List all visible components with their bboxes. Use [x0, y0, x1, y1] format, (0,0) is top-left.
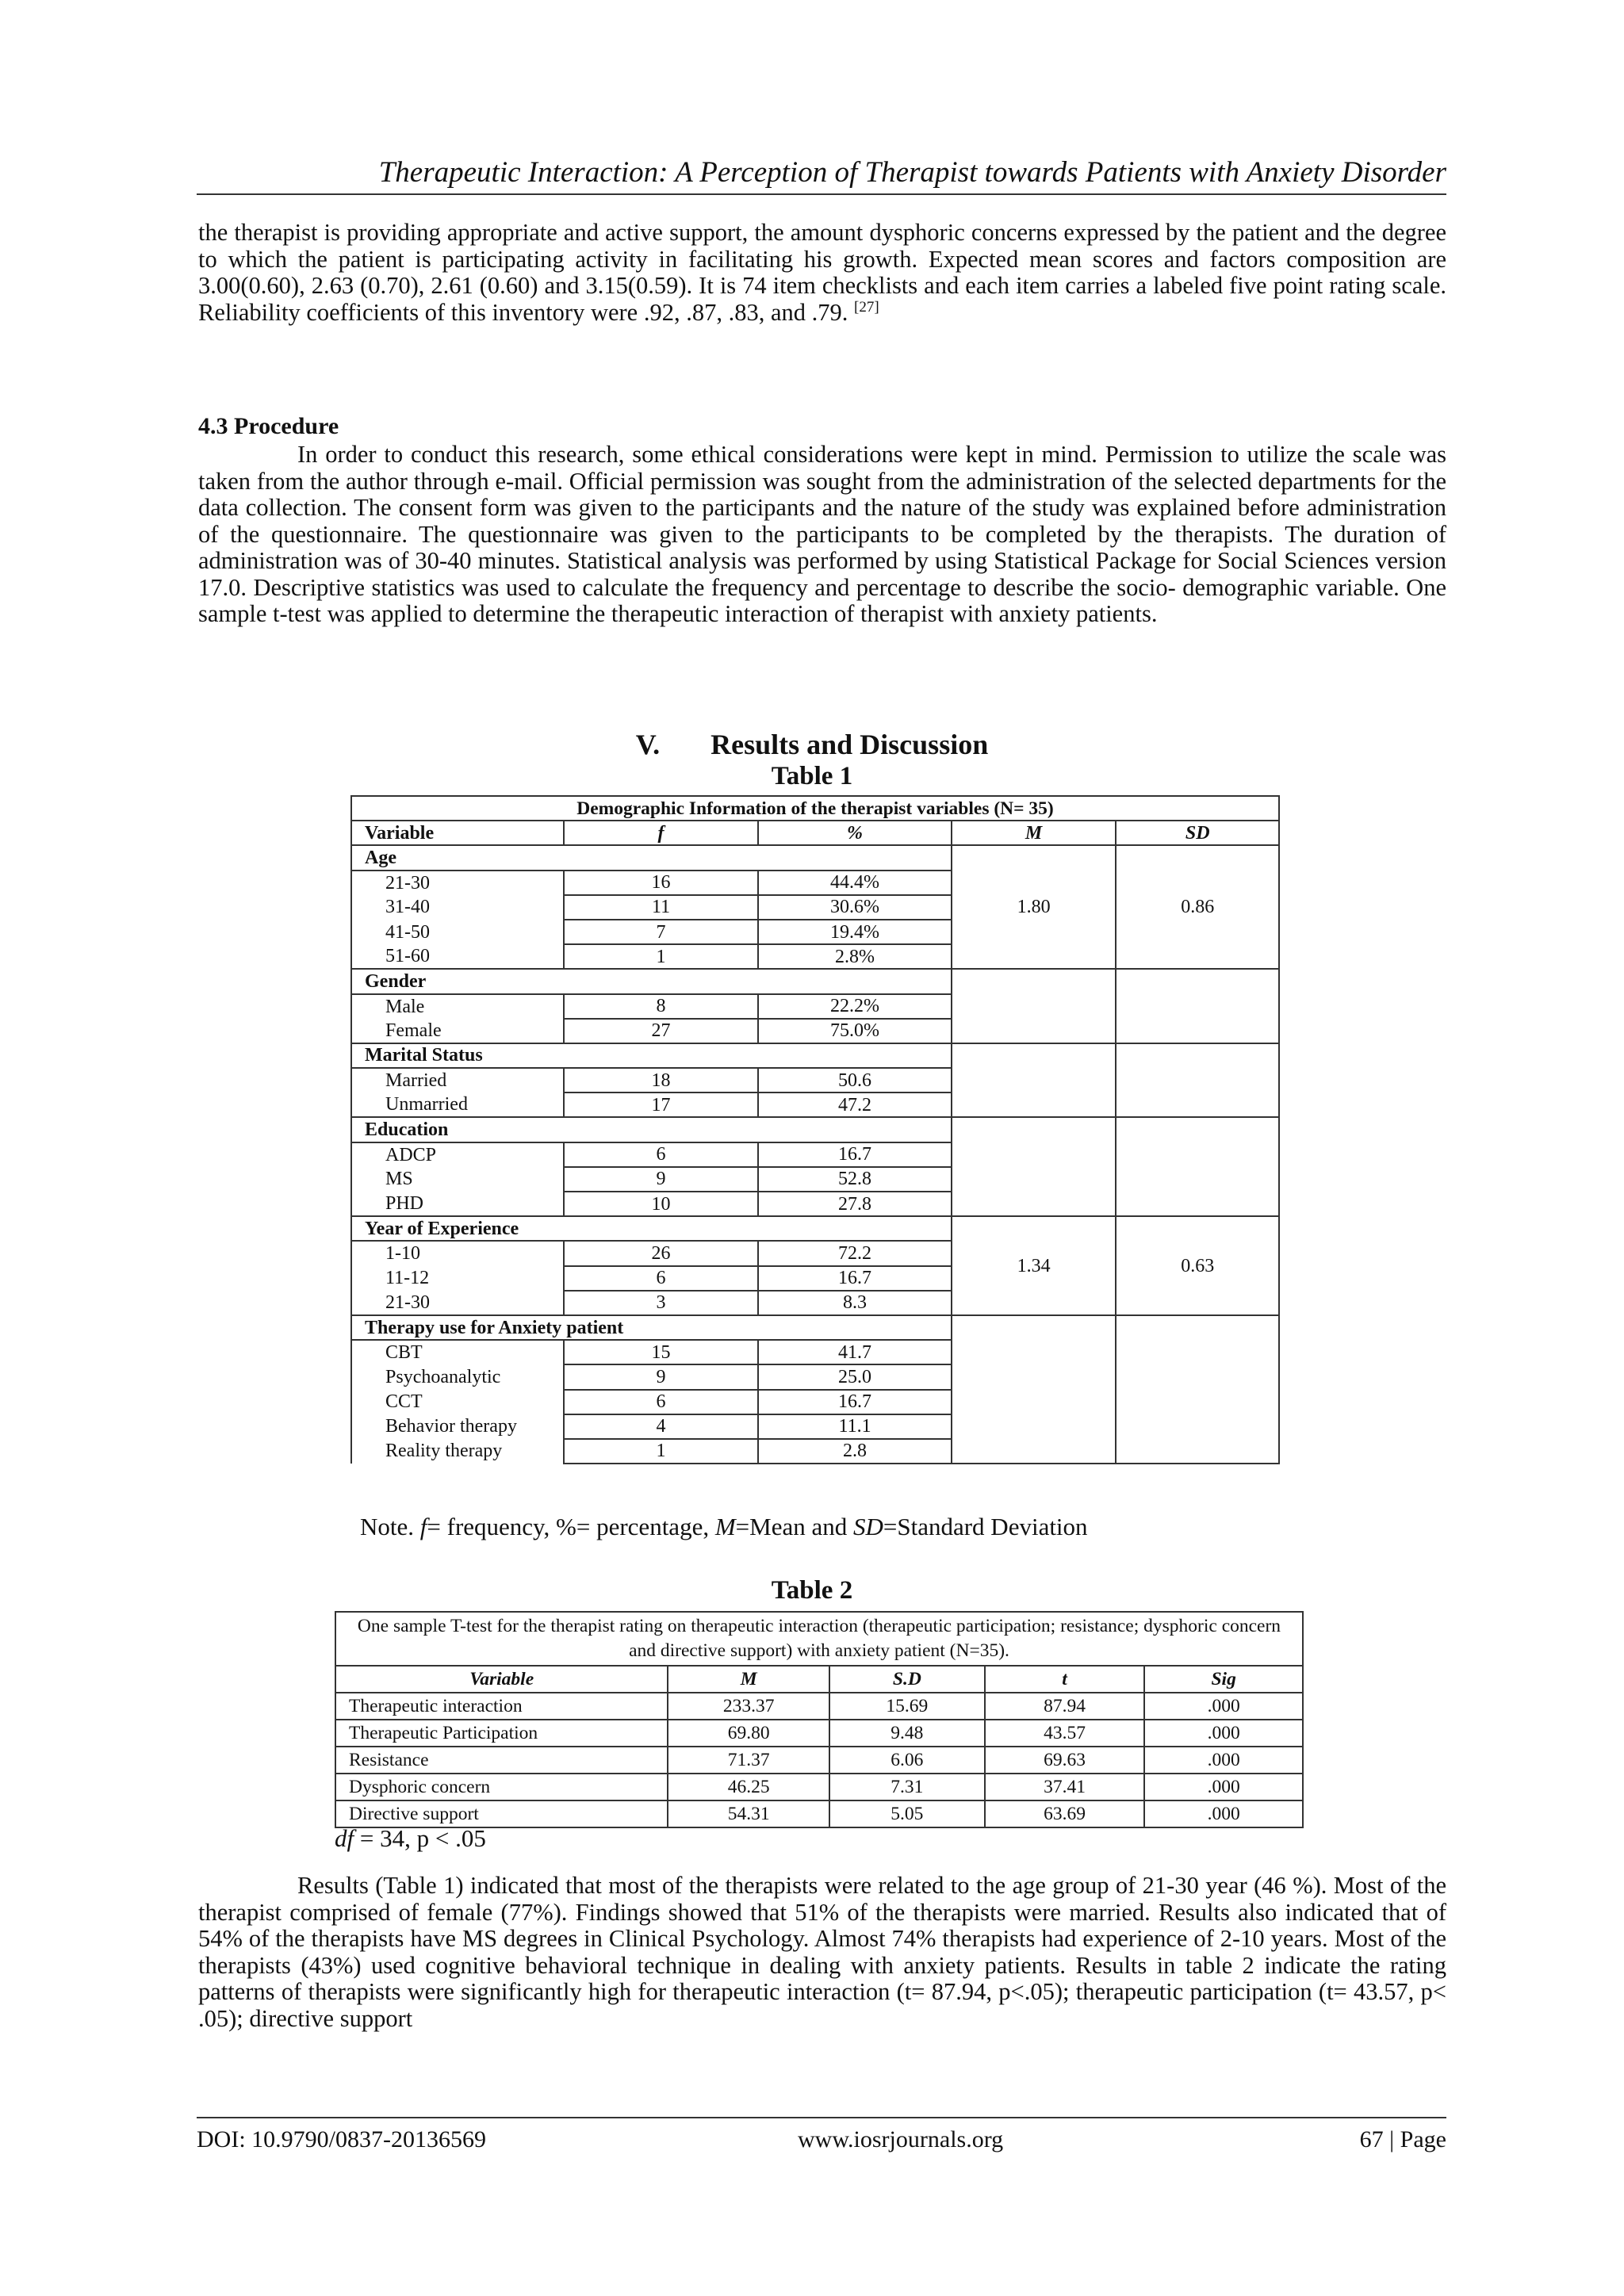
- table1-cell-label: ADCP: [351, 1142, 564, 1167]
- table1-group-row: [351, 969, 1279, 993]
- table1-cell-pct: 30.6%: [758, 895, 952, 920]
- table2-row: [335, 1720, 1303, 1747]
- table1-cell-f: 11: [564, 895, 758, 920]
- table1-cell-pct: 27.8: [758, 1192, 952, 1216]
- table1-cell-pct: 44.4%: [758, 871, 952, 895]
- table2-cell-sd: 15.69: [829, 1693, 985, 1720]
- note-text-2: =Mean and: [735, 1513, 853, 1540]
- table1-cell-pct: 41.7: [758, 1340, 952, 1364]
- table1-cell-f: 6: [564, 1142, 758, 1167]
- table1-cell-label: 11-12: [351, 1266, 564, 1291]
- note-f: f: [419, 1513, 427, 1540]
- table1-cell-f: 6: [564, 1390, 758, 1414]
- table1-sd-cell: [1116, 1117, 1279, 1216]
- table2-cell-sig: .000: [1144, 1720, 1303, 1747]
- table1-cell-label: Unmarried: [351, 1093, 564, 1117]
- table2-header-row: [335, 1666, 1303, 1693]
- table1-cell-pct: 8.3: [758, 1291, 952, 1315]
- table1-header-row: [351, 821, 1279, 845]
- intro-paragraph: [198, 220, 1446, 326]
- table1-cell-pct: 75.0%: [758, 1019, 952, 1043]
- table1-mean-cell: [952, 1043, 1116, 1118]
- page-footer: [197, 2117, 1446, 2152]
- section-number: V.: [635, 729, 661, 760]
- table1-cell-label: CCT: [351, 1390, 564, 1414]
- table1-sd-cell: 0.63: [1116, 1216, 1279, 1315]
- table1-cell-f: 4: [564, 1414, 758, 1439]
- table1-cell-f: 27: [564, 1019, 758, 1043]
- table1-header-sd: SD: [1116, 821, 1279, 845]
- table1-cell-pct: 47.2: [758, 1093, 952, 1117]
- table1-cell-f: 9: [564, 1167, 758, 1192]
- table1-cell-label: MS: [351, 1167, 564, 1192]
- table1-cell-f: 1: [564, 1439, 758, 1464]
- table1-sd-cell: [1116, 1043, 1279, 1118]
- table2-cell-variable: Directive support: [335, 1800, 668, 1827]
- table1-cell-f: 3: [564, 1291, 758, 1315]
- table2-cell-m: 54.31: [668, 1800, 829, 1827]
- table1-cell-label: Reality therapy: [351, 1439, 564, 1464]
- table2-cell-t: 63.69: [985, 1800, 1145, 1827]
- table1-mean-cell: [952, 1315, 1116, 1464]
- table1-cell-pct: 50.6: [758, 1068, 952, 1093]
- table2-cell-sig: .000: [1144, 1800, 1303, 1827]
- table1-group-label: Gender: [351, 969, 952, 993]
- note-sd: SD: [852, 1513, 883, 1540]
- table1-cell-label: Behavior therapy: [351, 1414, 564, 1439]
- table1-group-row: [351, 1315, 1279, 1340]
- table2-cell-t: 87.94: [985, 1693, 1145, 1720]
- table1-cell-pct: 2.8: [758, 1439, 952, 1464]
- note-m: M: [714, 1513, 736, 1540]
- table1-cell-f: 6: [564, 1266, 758, 1291]
- table2-header-sd: S.D: [829, 1666, 985, 1693]
- table1-header-f: f: [564, 821, 758, 845]
- table1-group-label: Year of Experience: [351, 1216, 952, 1241]
- table1-header-variable: Variable: [351, 821, 564, 845]
- table1-cell-label: Female: [351, 1019, 564, 1043]
- table1-cell-f: 10: [564, 1192, 758, 1216]
- table1-caption: Demographic Information of the therapist variables (N= 35): [351, 796, 1279, 821]
- table1-group-label: Marital Status: [351, 1043, 952, 1068]
- table2-cell-sd: 5.05: [829, 1800, 985, 1827]
- table2-label: Table 2: [771, 1576, 853, 1605]
- table2-cell-variable: Dysphoric concern: [335, 1774, 668, 1800]
- table1-cell-label: 1-10: [351, 1241, 564, 1265]
- table1-group-label: Education: [351, 1117, 952, 1142]
- section-heading: [0, 728, 1624, 761]
- table1-sd-cell: [1116, 1315, 1279, 1464]
- table2-cell-m: 69.80: [668, 1720, 829, 1747]
- table2-cell-variable: Resistance: [335, 1747, 668, 1774]
- footer-website: www.iosrjournals.org: [798, 2126, 1004, 2152]
- table1-cell-pct: 52.8: [758, 1167, 952, 1192]
- citation-marker: [27]: [854, 298, 879, 316]
- note-text-1: = frequency, %= percentage,: [427, 1513, 715, 1540]
- df-label: df: [335, 1824, 354, 1852]
- section-title: Results and Discussion: [710, 729, 989, 760]
- table2-header-m: M: [668, 1666, 829, 1693]
- table1-note: [360, 1513, 1088, 1541]
- table2-df-note: [335, 1824, 486, 1853]
- footer-page-number: 67 | Page: [1359, 2126, 1446, 2152]
- table2-row: [335, 1747, 1303, 1774]
- table2-cell-t: 37.41: [985, 1774, 1145, 1800]
- table1-cell-label: 21-30: [351, 871, 564, 895]
- table1-cell-label: Psychoanalytic: [351, 1364, 564, 1389]
- table1-cell-label: Male: [351, 994, 564, 1019]
- table1-cell-pct: 16.7: [758, 1142, 952, 1167]
- table2-caption: One sample T-test for the therapist rating on therapeutic interaction (therapeutic participation; resistance; dysphoric concern and directive support) with anxiety patient (N=35).: [335, 1612, 1303, 1666]
- table1-cell-pct: 2.8%: [758, 944, 952, 969]
- table1-cell-f: 16: [564, 871, 758, 895]
- table1: [350, 795, 1280, 1464]
- intro-paragraph-text: the therapist is providing appropriate and active support, the amount dysphoric concerns expressed by the patient and the degree to which the patient is participating activity in facilitating his growth. Expected mean scores and factors composition are 3.00(0.60), 2.63 (0.70), 2.61 (0.60) and 3.15(0.59). It is 74 item checklists and each item carries a labeled five point rating scale. Reliability coefficients of this inventory were .92, .87, .83, and .79.: [198, 219, 1446, 326]
- table1-cell-f: 17: [564, 1093, 758, 1117]
- table1-cell-label: Married: [351, 1068, 564, 1093]
- table2-cell-variable: Therapeutic Participation: [335, 1720, 668, 1747]
- table1-cell-pct: 16.7: [758, 1266, 952, 1291]
- table1-group-label: Age: [351, 845, 952, 870]
- table1-label: Table 1: [771, 762, 853, 790]
- table1-cell-f: 7: [564, 920, 758, 944]
- results-paragraph: Results (Table 1) indicated that most of the therapists were related to the age group of 21-30 year (46 %). Most of the therapist comprised of female (77%). Findings showed that 51% of the therapists were married. Results also indicated that of 54% of the therapists have MS degrees in Clinical Psychology. Almost 74% therapists had experience of 2-10 years. Most of the therapists (43%) used cognitive behavioral technique in dealing with anxiety patients. Results in table 2 indicate the rating patterns of therapists were significantly high for therapeutic interaction (t= 87.94, p<.05); therapeutic participation (t= 43.57, p< .05); directive support: [198, 1872, 1446, 2032]
- table2-cell-sig: .000: [1144, 1747, 1303, 1774]
- table1-sd-cell: 0.86: [1116, 845, 1279, 969]
- table1-cell-f: 9: [564, 1364, 758, 1389]
- procedure-paragraph: In order to conduct this research, some ethical considerations were kept in mind. Permission to utilize the scale was taken from the author through e-mail. Official permission was sought from the administration of the selected departments for the data collection. The consent form was given to the participants and the nature of the study was explained before administration of the questionnaire. The questionnaire was given to the participants to be completed by the therapists. The duration of administration was of 30-40 minutes. Statistical analysis was performed by using Statistical Package for Social Sciences version 17.0. Descriptive statistics was used to calculate the frequency and percentage to describe the socio- demographic variable. One sample t-test was applied to determine the therapeutic interaction of therapist with anxiety patients.: [198, 441, 1446, 627]
- table1-cell-f: 1: [564, 944, 758, 969]
- procedure-heading: 4.3 Procedure: [198, 413, 339, 439]
- table1-mean-cell: 1.80: [952, 845, 1116, 969]
- table2-header-sig: Sig: [1144, 1666, 1303, 1693]
- table2-cell-t: 69.63: [985, 1747, 1145, 1774]
- table2: [335, 1611, 1304, 1828]
- table1-cell-label: 21-30: [351, 1291, 564, 1315]
- table1-cell-pct: 19.4%: [758, 920, 952, 944]
- df-text: = 34, p < .05: [354, 1824, 486, 1852]
- table1-sd-cell: [1116, 969, 1279, 1043]
- table2-row: [335, 1774, 1303, 1800]
- note-text-3: =Standard Deviation: [883, 1513, 1088, 1540]
- table2-cell-m: 46.25: [668, 1774, 829, 1800]
- table2-cell-m: 233.37: [668, 1693, 829, 1720]
- table1-mean-cell: [952, 1117, 1116, 1216]
- table1-group-row: [351, 845, 1279, 870]
- table2-cell-sig: .000: [1144, 1693, 1303, 1720]
- table1-group-row: [351, 1216, 1279, 1241]
- table2-header-variable: Variable: [335, 1666, 668, 1693]
- table1-cell-pct: 11.1: [758, 1414, 952, 1439]
- table1-cell-f: 26: [564, 1241, 758, 1265]
- running-header: [197, 152, 1446, 195]
- table1-header-pct: %: [758, 821, 952, 845]
- table2-cell-sd: 7.31: [829, 1774, 985, 1800]
- footer-doi: DOI: 10.9790/0837-20136569: [197, 2126, 486, 2152]
- table1-cell-f: 18: [564, 1068, 758, 1093]
- table1-cell-f: 15: [564, 1340, 758, 1364]
- table1-group-row: [351, 1043, 1279, 1068]
- table1-cell-label: 41-50: [351, 920, 564, 944]
- table2-cell-variable: Therapeutic interaction: [335, 1693, 668, 1720]
- table2-cell-t: 43.57: [985, 1720, 1145, 1747]
- table2-row: [335, 1800, 1303, 1827]
- table1-cell-pct: 16.7: [758, 1390, 952, 1414]
- table1-mean-cell: [952, 969, 1116, 1043]
- table1-cell-pct: 25.0: [758, 1364, 952, 1389]
- table1-cell-pct: 72.2: [758, 1241, 952, 1265]
- table2-row: [335, 1693, 1303, 1720]
- table2-cell-sig: .000: [1144, 1774, 1303, 1800]
- table2-cell-m: 71.37: [668, 1747, 829, 1774]
- running-header-title: Therapeutic Interaction: A Perception of Therapist towards Patients with Anxiety Disorder: [378, 156, 1446, 189]
- table2-header-t: t: [985, 1666, 1145, 1693]
- table1-cell-label: CBT: [351, 1340, 564, 1364]
- table1-cell-pct: 22.2%: [758, 994, 952, 1019]
- table1-group-row: [351, 1117, 1279, 1142]
- table1-header-m: M: [952, 821, 1116, 845]
- note-prefix: Note.: [360, 1513, 420, 1540]
- table1-cell-f: 8: [564, 994, 758, 1019]
- table2-cell-sd: 9.48: [829, 1720, 985, 1747]
- table1-group-label: Therapy use for Anxiety patient: [351, 1315, 952, 1340]
- table1-cell-label: PHD: [351, 1192, 564, 1216]
- table2-cell-sd: 6.06: [829, 1747, 985, 1774]
- table1-cell-label: 31-40: [351, 895, 564, 920]
- table1-mean-cell: 1.34: [952, 1216, 1116, 1315]
- table1-cell-label: 51-60: [351, 944, 564, 969]
